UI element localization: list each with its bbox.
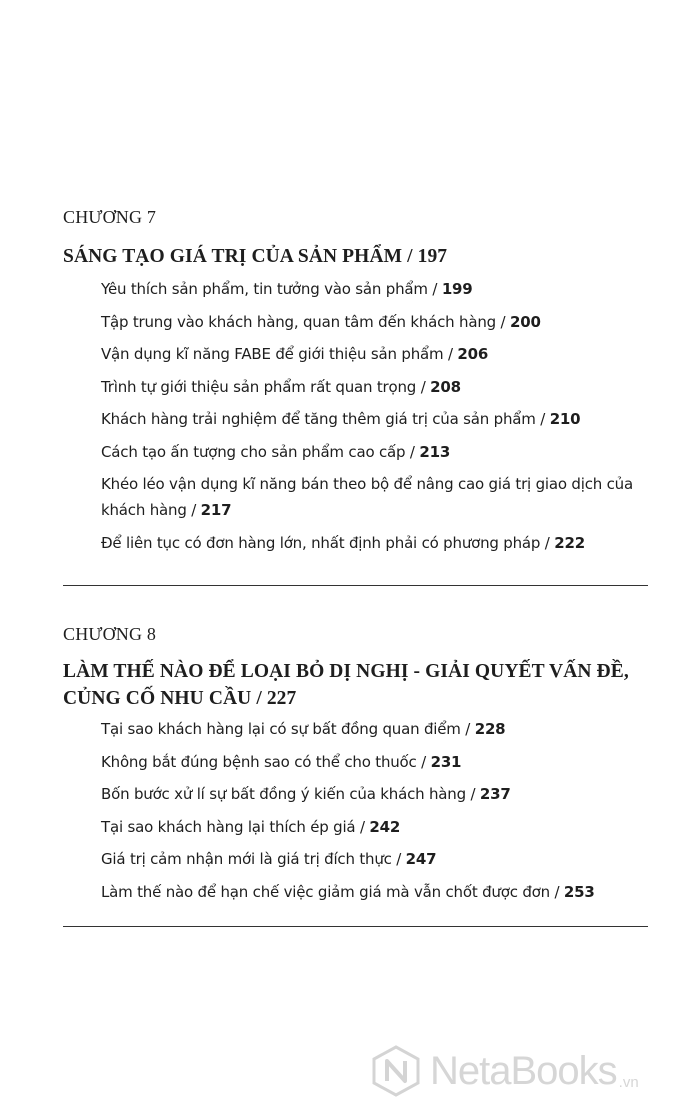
page-number: 242 [369, 817, 401, 836]
toc-entry: Khéo léo vận dụng kĩ năng bán theo bộ để nâng cao giá trị giao dịch của khách hàng / 217 [101, 475, 633, 519]
toc-entry: Khách hàng trải nghiệm để tăng thêm giá trị của sản phẩm / 210 [101, 410, 581, 428]
chapter-7 [63, 206, 648, 562]
section-divider [63, 926, 648, 927]
toc-entry: Không bắt đúng bệnh sao có thể cho thuốc / 231 [101, 752, 462, 771]
watermark-name: NetaBooks [430, 1049, 617, 1093]
toc-entry: Cách tạo ấn tượng cho sản phẩm cao cấp / 213 [101, 442, 451, 461]
toc-entry: Để liên tục có đơn hàng lớn, nhất định phải có phương pháp / 222 [101, 533, 585, 552]
toc-entry: Vận dụng kĩ năng FABE để giới thiệu sản phẩm / 206 [101, 345, 489, 363]
page-number: 210 [549, 410, 581, 428]
section-divider [63, 585, 648, 586]
toc-entry: Làm thế nào để hạn chế việc giảm giá mà vẫn chốt được đơn / 253 [101, 882, 595, 901]
netabooks-logo-icon [370, 1045, 422, 1097]
page-number: 199 [441, 280, 473, 298]
toc-entry: Tại sao khách hàng lại có sự bất đồng quan điểm / 228 [101, 720, 506, 738]
page-number: 206 [457, 345, 489, 363]
page-number: 213 [419, 442, 451, 461]
toc-entry: Giá trị cảm nhận mới là giá trị đích thực / 247 [101, 850, 437, 868]
page-number: 231 [430, 752, 462, 771]
chapter-8 [63, 623, 648, 911]
toc-entry: Tập trung vào khách hàng, quan tâm đến khách hàng / 200 [101, 312, 541, 331]
toc-entry: Bốn bước xử lí sự bất đồng ý kiến của khách hàng / 237 [101, 785, 511, 803]
toc-entry: Tại sao khách hàng lại thích ép giá / 242 [101, 817, 401, 836]
toc-entries [63, 716, 648, 905]
page-number: 253 [563, 882, 595, 901]
page-number: 200 [509, 312, 541, 331]
toc-entry: Trình tự giới thiệu sản phẩm rất quan trọng / 208 [101, 377, 461, 396]
toc-entries [63, 276, 648, 556]
page-number: 247 [405, 850, 437, 868]
page-number: 237 [479, 785, 511, 803]
page-number: 208 [430, 377, 461, 396]
chapter-title: LÀM THẾ NÀO ĐỂ LOẠI BỎ DỊ NGHỊ - GIẢI QUYẾT VẤN ĐỀ, CỦNG CỐ NHU CẦU / 227 [63, 661, 629, 709]
page-number: 217 [200, 501, 232, 519]
watermark [370, 1045, 639, 1097]
chapter-label: CHƯƠNG 8 [63, 624, 157, 644]
page-number: 222 [554, 533, 585, 552]
page-number: 228 [474, 720, 506, 738]
chapter-title: SÁNG TẠO GIÁ TRỊ CỦA SẢN PHẨM / 197 [63, 246, 448, 267]
watermark-tld: .vn [618, 1074, 639, 1091]
toc-entry: Yêu thích sản phẩm, tin tưởng vào sản phẩm / 199 [101, 280, 473, 298]
chapter-label: CHƯƠNG 7 [63, 207, 157, 227]
